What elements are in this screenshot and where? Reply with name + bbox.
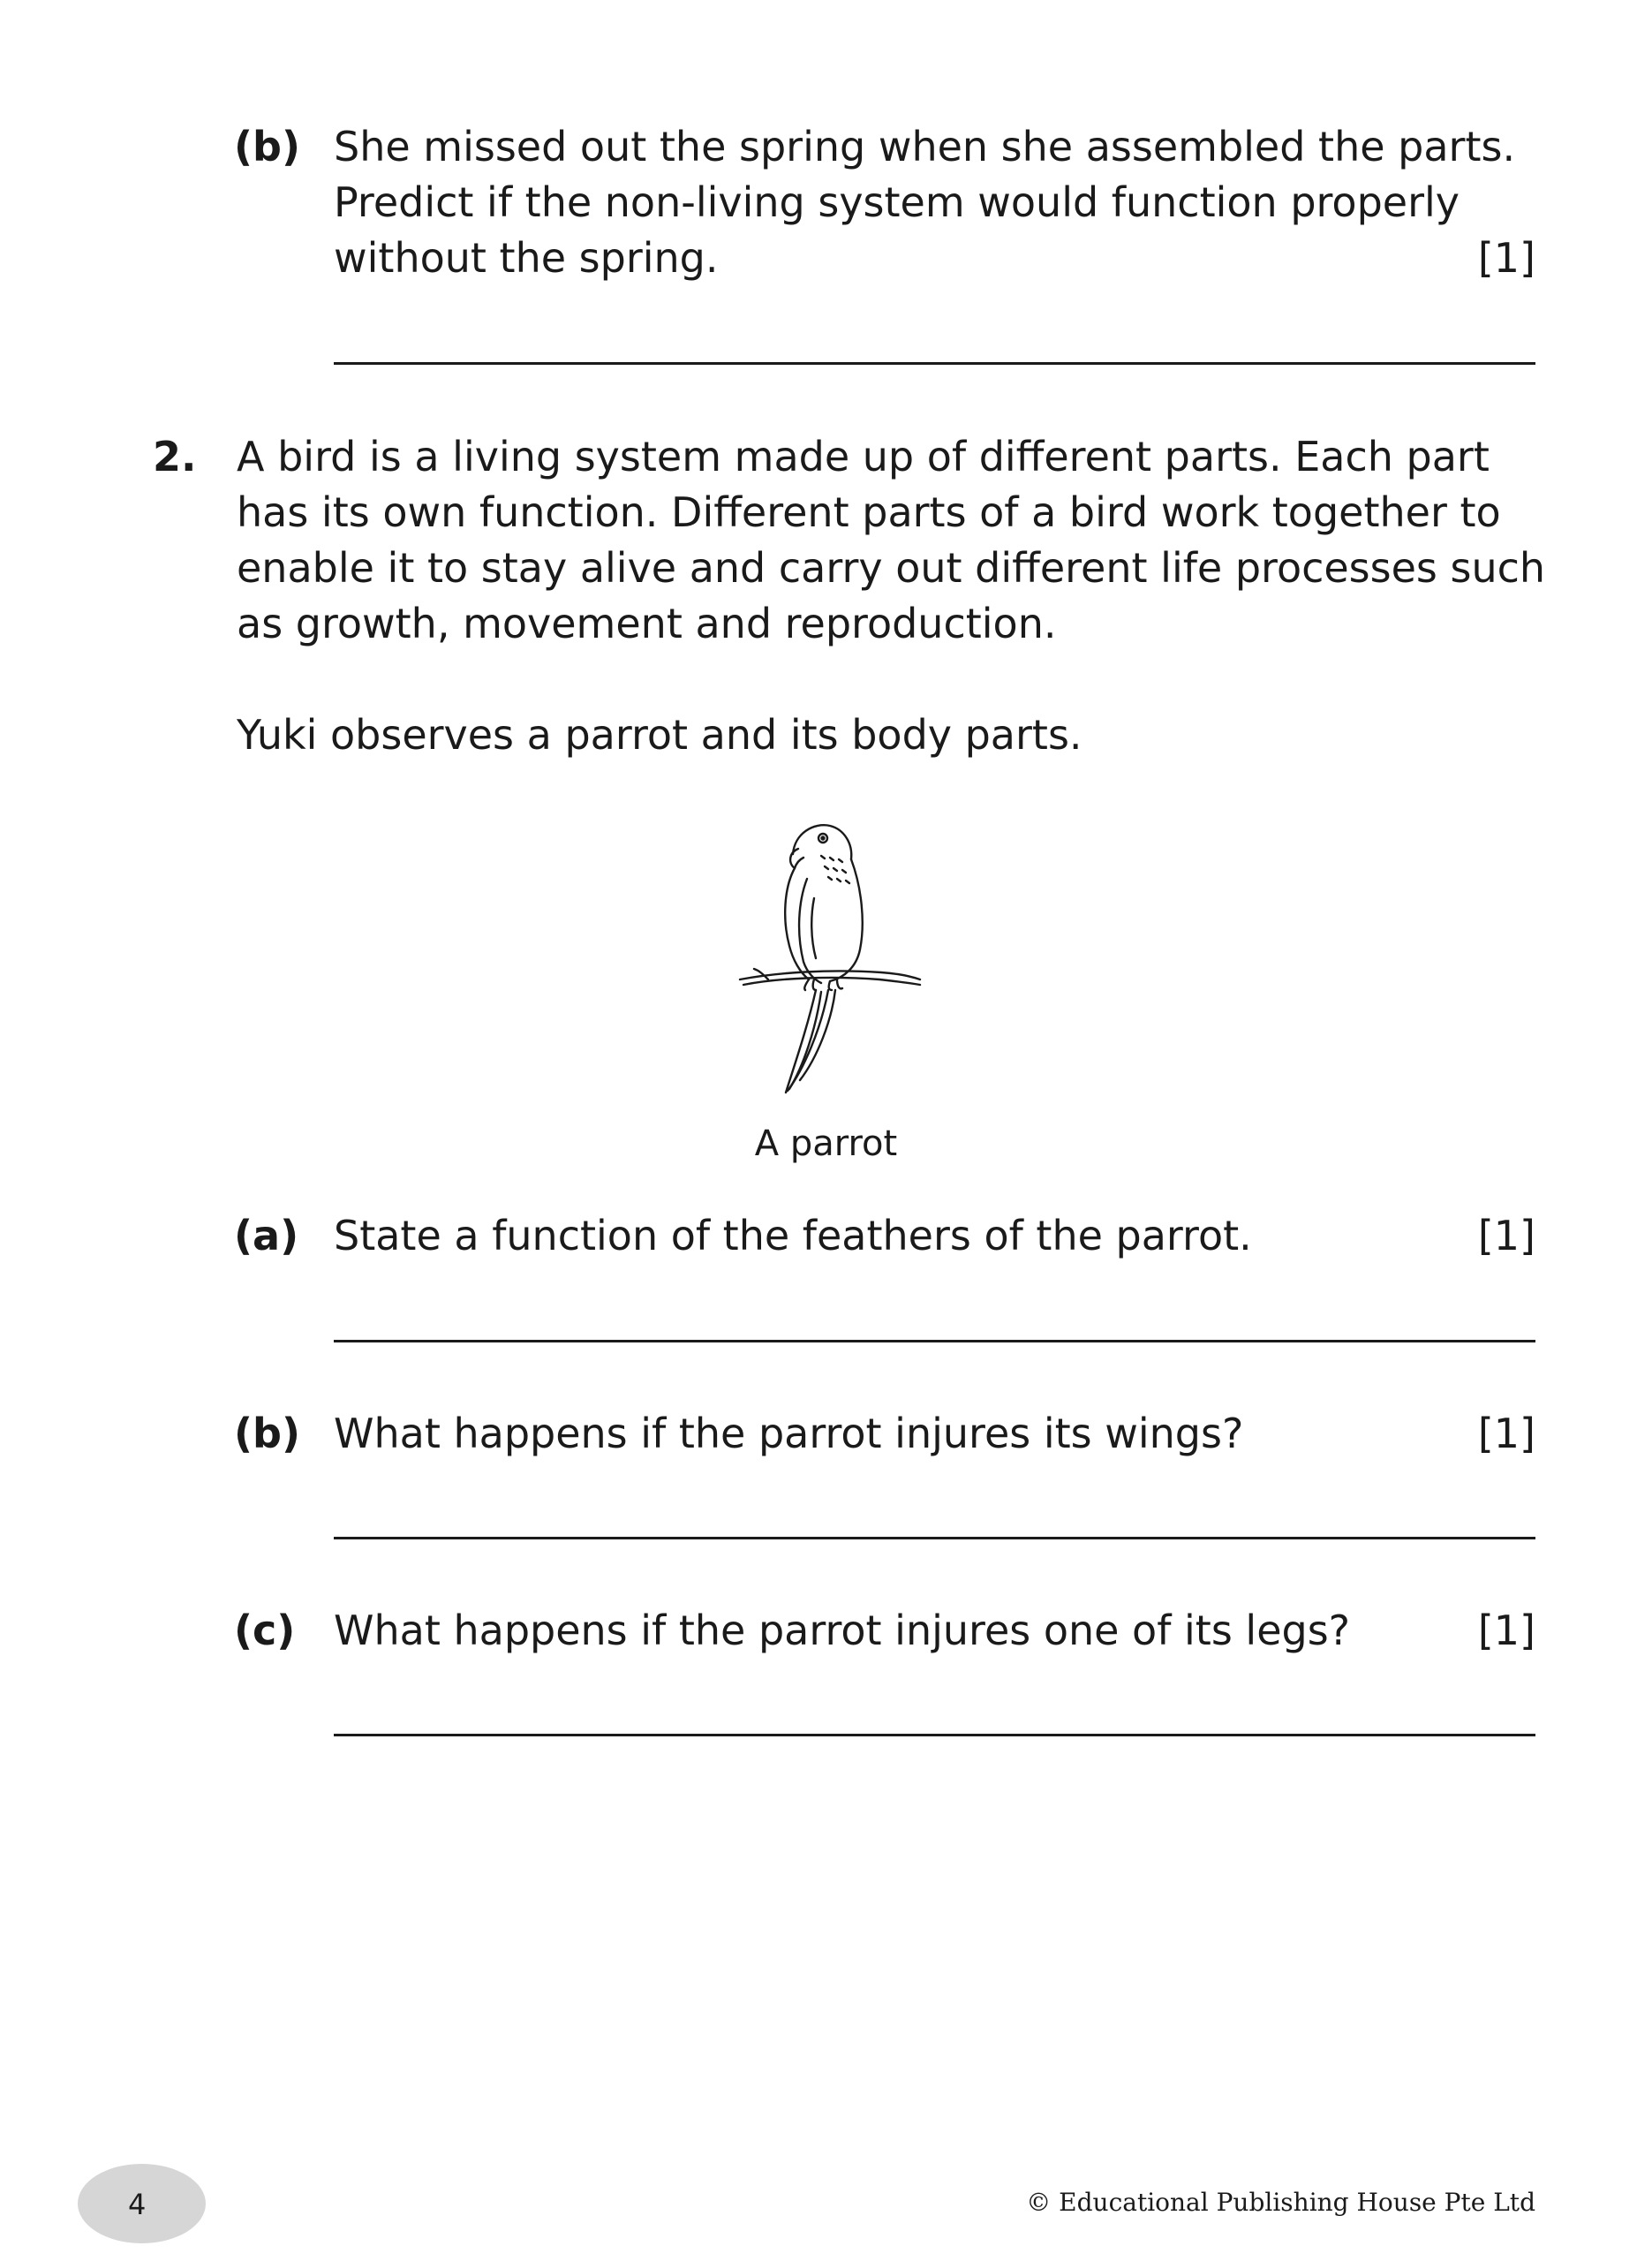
copyright-notice: © Educational Publishing House Pte Ltd	[1026, 2188, 1535, 2217]
question-1b-line-3: without the spring.	[334, 234, 719, 282]
figure-caption: A parrot	[754, 1123, 898, 1164]
page-number: 4	[128, 2188, 147, 2221]
answer-line-2c[interactable]	[334, 1734, 1535, 1736]
answer-line-2a[interactable]	[334, 1340, 1535, 1342]
question-2c-marks: [1]	[1477, 1607, 1535, 1654]
question-2c-label: (c)	[234, 1607, 296, 1654]
question-1b-line-2: Predict if the non-living system would function properly	[334, 178, 1460, 226]
question-2-intro-line-1: A bird is a living system made up of different parts. Each part	[237, 433, 1490, 480]
question-2a-label: (a)	[234, 1212, 299, 1259]
answer-line-1b[interactable]	[334, 362, 1535, 365]
question-2b-text: What happens if the parrot injures its wings?	[334, 1410, 1244, 1457]
question-1b-label: (b)	[234, 123, 300, 170]
question-2-observation: Yuki observes a parrot and its body parts.	[237, 711, 1082, 759]
question-2-intro-line-2: has its own function. Different parts of a bird work together to	[237, 488, 1501, 536]
question-2a-text: State a function of the feathers of the parrot.	[334, 1212, 1252, 1259]
question-2b-label: (b)	[234, 1410, 300, 1457]
question-2-number: 2.	[153, 433, 197, 480]
parrot-drawing-icon	[733, 817, 927, 1100]
question-1b-marks: [1]	[1477, 234, 1535, 282]
question-2b-marks: [1]	[1477, 1410, 1535, 1457]
question-2-intro-line-3: enable it to stay alive and carry out different life processes such	[237, 544, 1546, 592]
question-2-intro-line-4: as growth, movement and reproduction.	[237, 600, 1057, 647]
answer-line-2b[interactable]	[334, 1537, 1535, 1539]
question-2c-text: What happens if the parrot injures one of its legs?	[334, 1607, 1351, 1654]
question-1b-line-1: She missed out the spring when she assembled the parts.	[334, 123, 1516, 170]
question-2a-marks: [1]	[1477, 1212, 1535, 1259]
